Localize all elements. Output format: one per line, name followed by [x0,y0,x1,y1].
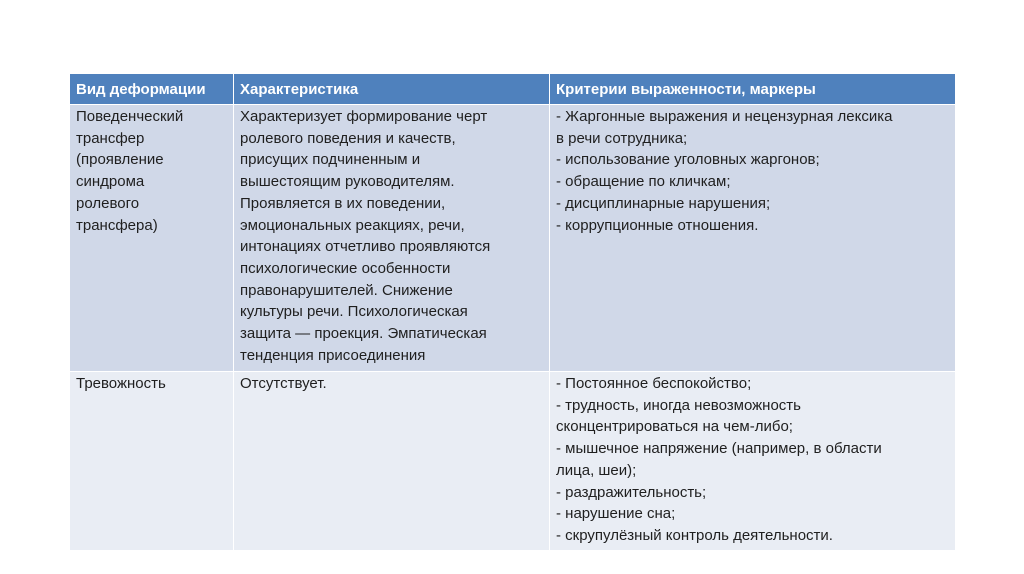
cell-line: Поведенческий [76,108,184,125]
header-characteristic: Характеристика [234,74,550,105]
cell-line: - мышечное напряжение (например, в области [556,440,882,458]
cell-line: Тревожность [76,375,166,392]
cell-line: лица, шеи); [556,461,637,479]
cell-line: - коррупционные отношения. [556,216,759,234]
cell-line: - Жаргонные выражения и нецензурная лексика [556,108,893,125]
cell-line: правонарушителей. Снижение [240,281,453,299]
cell-line: - использование уголовных жаргонов; [556,151,820,169]
cell-line: синдрома [76,173,145,191]
cell-line: - трудность, иногда невозможность [556,396,801,414]
cell-line: защита — проекция. Эмпатическая [240,325,487,343]
cell-line: - обращение по кличкам; [556,173,731,191]
cell-line: вышестоящим руководителям. [240,173,455,191]
cell-characteristic [234,372,550,550]
table-row [70,372,956,550]
cell-line: сконцентрироваться на чем-либо; [556,418,793,436]
cell-line: тенденция присоединения [240,346,426,364]
cell-line: Характеризует формирование черт [240,108,488,125]
table-row [70,105,956,372]
cell-criteria-markers [550,372,956,550]
cell-criteria-markers [550,105,956,372]
deformation-table [69,74,956,550]
cell-line: интонациях отчетливо проявляются [240,238,491,256]
cell-deformation-type [70,105,234,372]
cell-line: культуры речи. Психологическая [240,303,468,321]
header-deformation-type: Вид деформации [70,74,234,105]
cell-line: - дисциплинарные нарушения; [556,194,771,212]
cell-characteristic [234,105,550,372]
cell-line: (проявление [76,151,164,169]
cell-line: ролевого [76,194,140,212]
cell-line: эмоциональных реакциях, речи, [240,216,465,234]
cell-line: в речи сотрудника; [556,129,688,147]
cell-deformation-type [70,372,234,550]
cell-line: Отсутствует. [240,375,327,392]
cell-line: психологические особенности [240,259,451,277]
header-criteria-markers: Критерии выраженности, маркеры [550,74,956,105]
cell-line: Проявляется в их поведении, [240,194,446,212]
cell-line: - нарушение сна; [556,505,676,523]
cell-line: - раздражительность; [556,483,707,501]
cell-line: трансфер [76,129,145,147]
cell-line: - скрупулёзный контроль деятельности. [556,526,833,544]
table-header-row [70,74,956,105]
cell-line: - Постоянное беспокойство; [556,375,752,392]
cell-line: присущих подчиненным и [240,151,421,169]
cell-line: ролевого поведения и качеств, [240,129,456,147]
cell-line: трансфера) [76,216,158,234]
